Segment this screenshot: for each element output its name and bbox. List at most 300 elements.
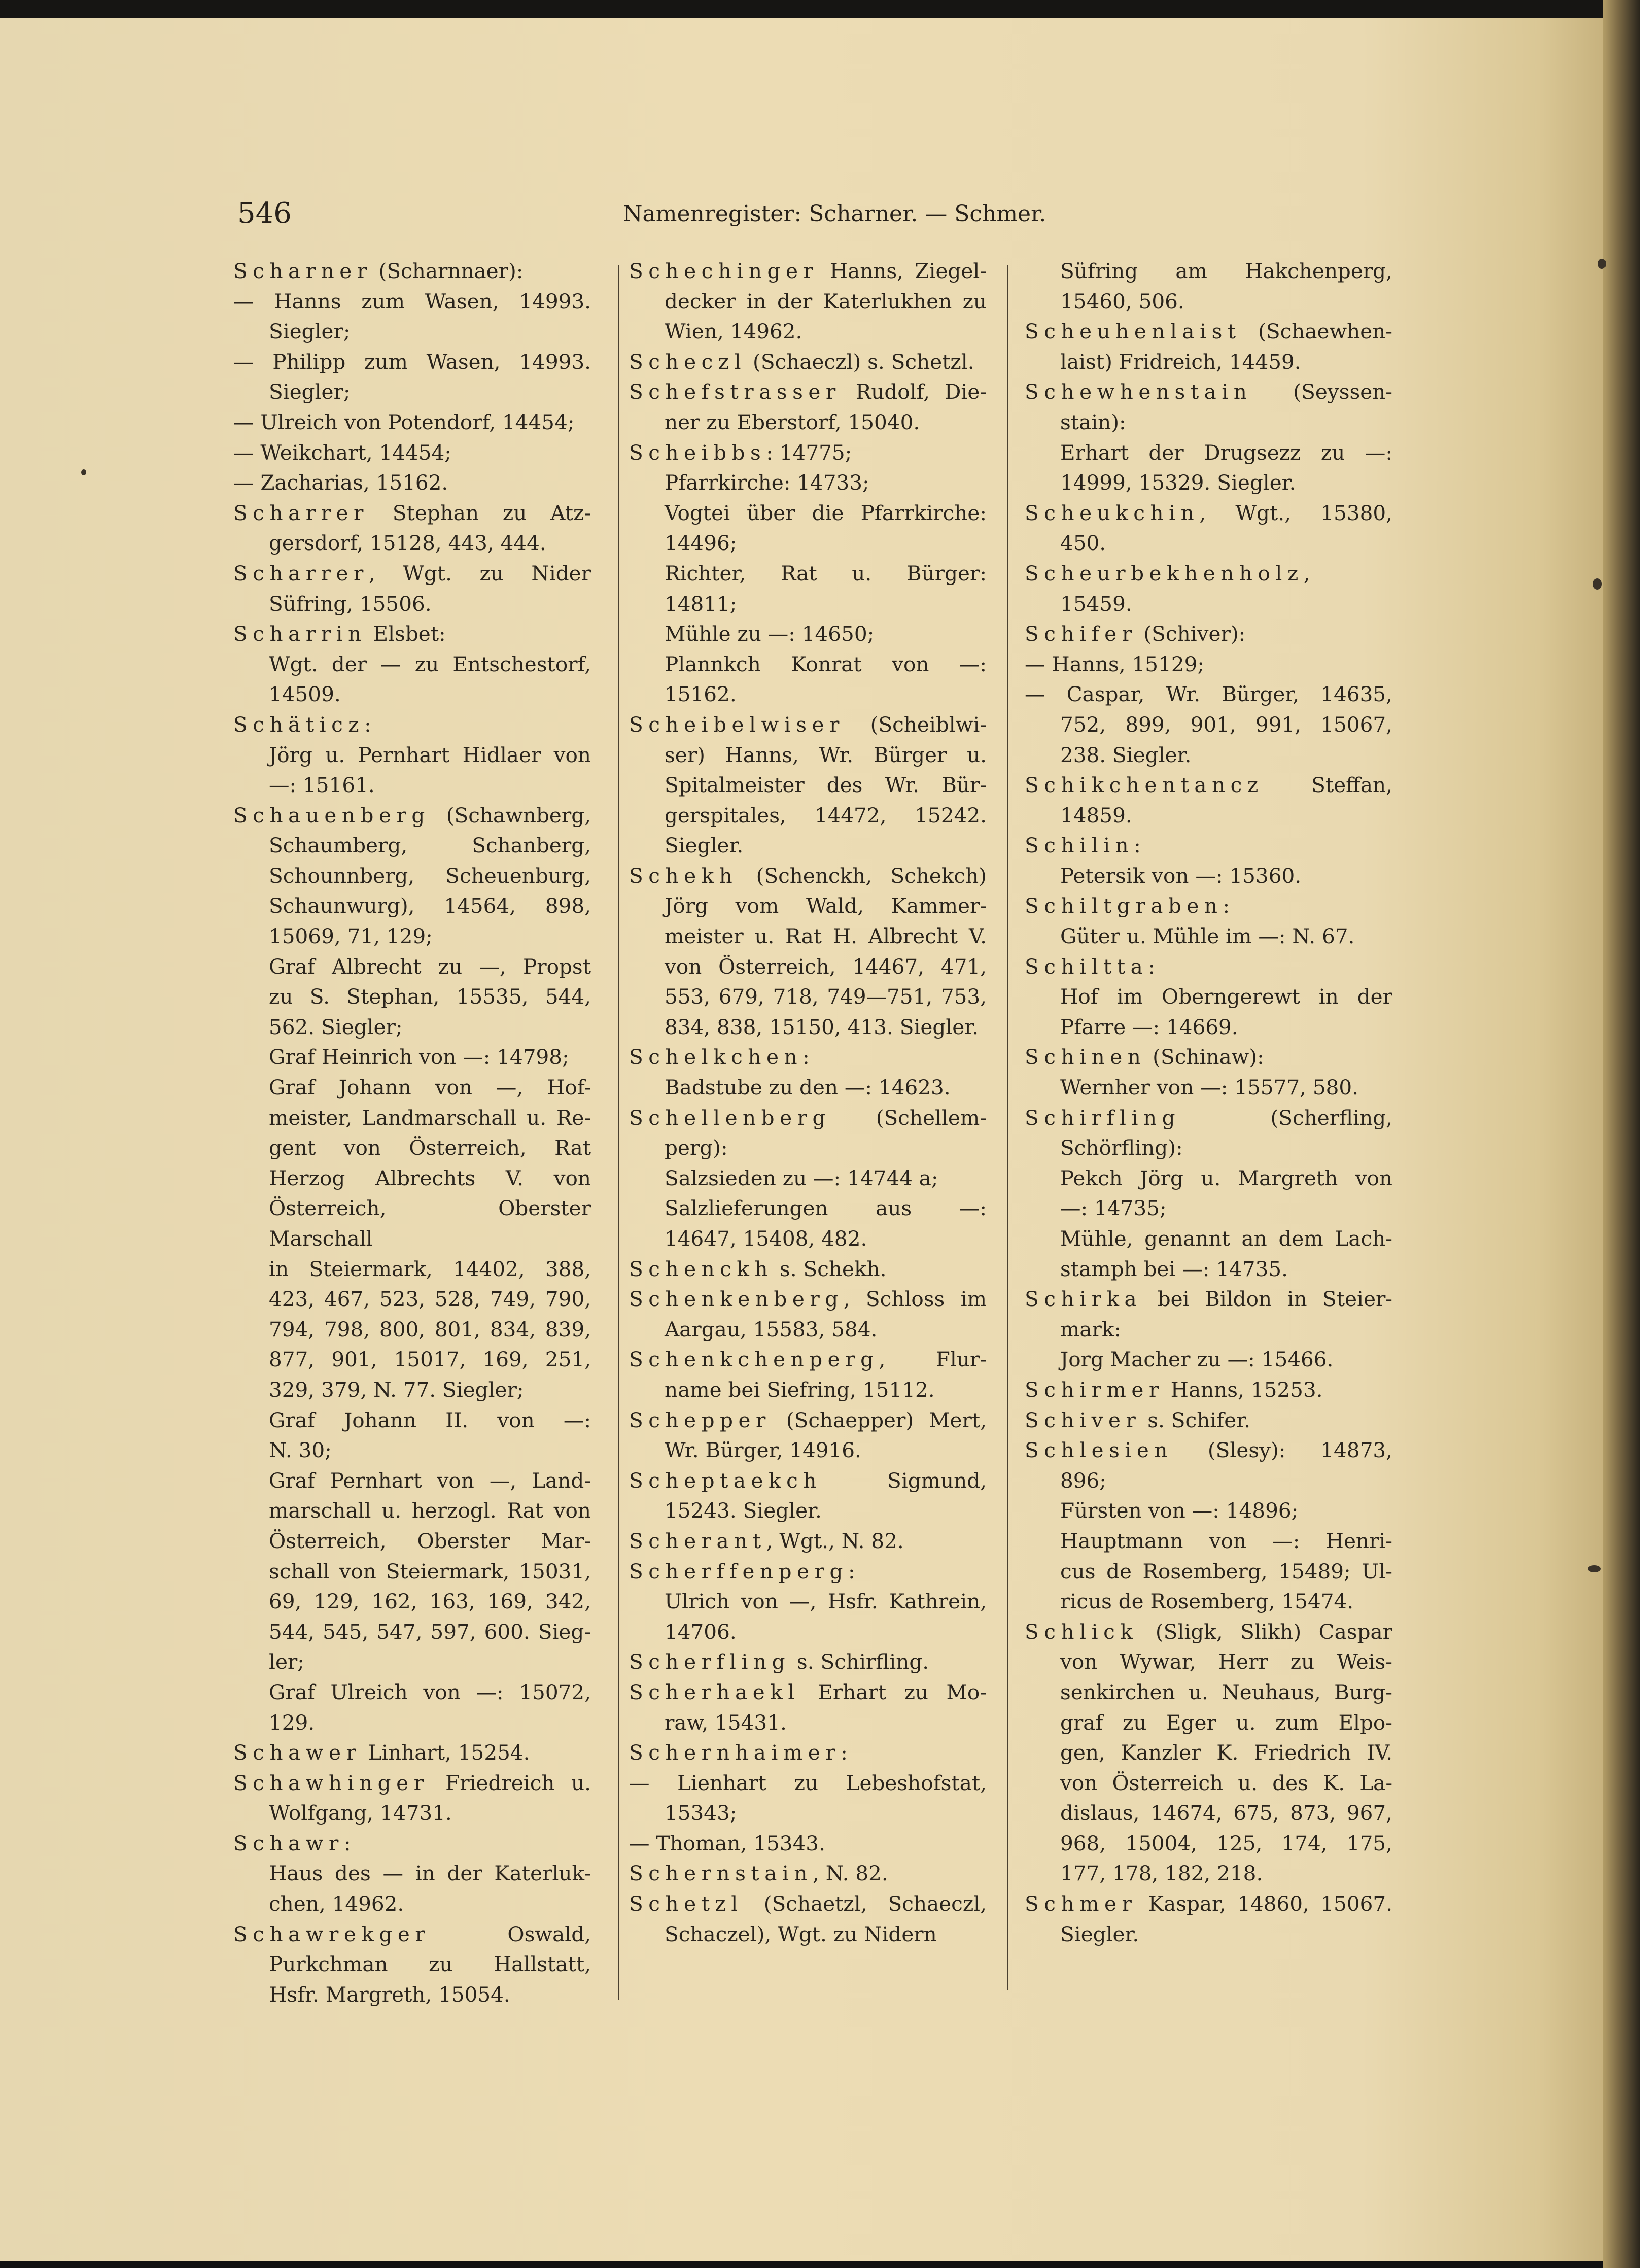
line-text: ner zu Eberstorf, 15040. bbox=[665, 409, 920, 434]
index-entry bbox=[629, 1103, 987, 1163]
entry-line bbox=[233, 861, 591, 891]
headword: Schechinger bbox=[629, 259, 819, 283]
line-text: Philipp zum Wasen, 14993. bbox=[272, 349, 591, 374]
line-text: 14496; bbox=[665, 531, 737, 556]
line-text: 177, 178, 182, 218. bbox=[1060, 1861, 1263, 1886]
line-text: 877, 901, 15017, 169, 251, bbox=[269, 1347, 591, 1372]
line-text: (Schaeczl) s. Schetzl. bbox=[746, 349, 974, 374]
entry-line bbox=[629, 347, 987, 377]
index-column-1 bbox=[233, 256, 591, 2010]
index-entry bbox=[1025, 1103, 1392, 1163]
page-binding-shadow bbox=[1603, 0, 1640, 2268]
line-text: 15069, 71, 129; bbox=[269, 924, 433, 949]
entry-line bbox=[269, 1526, 591, 1557]
line-text: Lienhart zu Lebeshofstat, bbox=[677, 1770, 987, 1795]
line-text: Wien, 14962. bbox=[665, 319, 802, 344]
line-text: (Scherfling, bbox=[1180, 1105, 1392, 1130]
index-subentry-dash bbox=[233, 438, 591, 468]
entry-line bbox=[629, 1012, 987, 1043]
entry-line bbox=[665, 679, 987, 710]
line-text: Hanns, Ziegel- bbox=[818, 259, 987, 283]
line-text: Mühle, genannt an dem Lach- bbox=[1060, 1226, 1392, 1251]
line-text: perg): bbox=[665, 1136, 728, 1160]
headword: Scharrer bbox=[233, 500, 369, 525]
line-text: cus de Rosemberg, 15489; Ul- bbox=[1060, 1559, 1392, 1584]
line-text: s. Schekh. bbox=[773, 1256, 887, 1281]
headword: Scharner bbox=[233, 259, 372, 283]
headword: Schiltgraben bbox=[1025, 894, 1223, 918]
index-entry bbox=[629, 1889, 987, 1949]
entry-line bbox=[629, 891, 987, 921]
entry-line bbox=[1060, 438, 1392, 468]
line-text: zu S. Stephan, 15535, 544, bbox=[269, 984, 591, 1009]
line-text: 562. Siegler; bbox=[269, 1014, 403, 1039]
entry-line bbox=[629, 1345, 987, 1375]
index-entry bbox=[233, 1768, 591, 1829]
index-entry bbox=[629, 710, 987, 861]
entry-line bbox=[629, 1919, 987, 1950]
entry-line bbox=[233, 589, 591, 620]
entry-line bbox=[665, 1073, 987, 1103]
entry-line bbox=[629, 1435, 987, 1466]
running-title: Namenregister: Scharner. — Schmer. bbox=[623, 201, 1046, 227]
entry-line bbox=[629, 1798, 987, 1829]
index-entry bbox=[233, 801, 591, 952]
headword: Schiltta bbox=[1025, 954, 1148, 979]
line-text: 968, 15004, 125, 174, 175, bbox=[1060, 1831, 1392, 1855]
line-text: s. Schirfling. bbox=[790, 1650, 929, 1674]
line-text: Wolfgang, 14731. bbox=[269, 1801, 452, 1826]
line-text: : bbox=[802, 1045, 810, 1070]
line-text: Pfarre —: 14669. bbox=[1060, 1014, 1238, 1039]
line-text: 794, 798, 800, 801, 834, 839, bbox=[269, 1317, 591, 1342]
line-text: Aargau, 15583, 584. bbox=[665, 1317, 878, 1342]
line-text: Süfring, 15506. bbox=[269, 591, 432, 616]
entry-line bbox=[1025, 317, 1392, 347]
line-text: 69, 129, 162, 163, 169, 342, bbox=[269, 1589, 591, 1614]
entry-line bbox=[1025, 1435, 1392, 1466]
line-text: senkirchen u. Neuhaus, Burg- bbox=[1060, 1679, 1392, 1704]
page-number: 546 bbox=[237, 197, 292, 230]
line-text: Ulreich von Potendorf, 14454; bbox=[260, 409, 575, 434]
line-text: Rudolf, Die- bbox=[841, 380, 987, 404]
entry-line bbox=[1025, 1133, 1392, 1163]
entry-line bbox=[629, 1647, 987, 1677]
index-entry bbox=[233, 1738, 591, 1768]
line-text: dislaus, 14674, 675, 873, 967, bbox=[1060, 1801, 1392, 1826]
index-entry bbox=[1025, 1042, 1392, 1073]
index-entry bbox=[233, 710, 591, 740]
line-text: 14811; bbox=[665, 591, 737, 616]
entry-line bbox=[629, 1254, 987, 1285]
index-entry bbox=[1025, 1405, 1392, 1436]
line-text: Ulrich von —, Hsfr. Kathrein, bbox=[665, 1589, 987, 1614]
index-entry bbox=[1025, 891, 1392, 921]
headword: Schenkenberg bbox=[629, 1287, 844, 1312]
index-subentry bbox=[629, 619, 987, 649]
entry-line bbox=[1025, 1617, 1392, 1647]
line-text: (Schinaw): bbox=[1146, 1045, 1264, 1070]
entry-line bbox=[1060, 1012, 1392, 1043]
index-subentry bbox=[233, 1042, 591, 1073]
entry-line bbox=[629, 921, 987, 952]
line-text: Wgt. der — zu Entschestorf, bbox=[269, 651, 591, 676]
entry-line bbox=[1025, 710, 1392, 740]
headword: Schifer bbox=[1025, 622, 1137, 646]
line-text: Österreich, Oberster Mar- bbox=[269, 1528, 591, 1553]
line-text: ser) Hanns, Wr. Bürger u. bbox=[665, 742, 987, 767]
line-text: raw, 15431. bbox=[665, 1710, 787, 1735]
line-text: (Schiver): bbox=[1137, 622, 1246, 646]
index-subentry-dash bbox=[233, 287, 591, 347]
line-text: Jorg Macher zu —: 15466. bbox=[1060, 1347, 1334, 1372]
line-text: schall von Steiermark, 15031, bbox=[269, 1559, 591, 1584]
line-text: Jörg u. Pernhart Hidlaer von bbox=[269, 742, 591, 767]
entry-line: — Hanns, 15129; bbox=[1025, 651, 1205, 676]
index-subentry bbox=[1025, 1496, 1392, 1526]
entry-line bbox=[665, 1224, 987, 1254]
index-entry bbox=[1025, 377, 1392, 437]
entry-line bbox=[629, 740, 987, 771]
line-text: Steffan, bbox=[1263, 773, 1392, 798]
line-text: Graf Heinrich von —: 14798; bbox=[269, 1045, 569, 1070]
index-entry bbox=[1025, 619, 1392, 649]
index-entry bbox=[629, 1647, 987, 1677]
column-divider bbox=[618, 265, 619, 2000]
entry-line bbox=[269, 1557, 591, 1587]
entry-line bbox=[233, 619, 591, 649]
line-text: gerspitales, 14472, 15242. bbox=[665, 803, 987, 828]
entry-line bbox=[269, 982, 591, 1012]
line-text: (Schawnberg, bbox=[430, 803, 591, 828]
line-text: Friedreich u. bbox=[429, 1770, 591, 1795]
line-text: Erhart zu Mo- bbox=[799, 1679, 987, 1704]
entry-line bbox=[629, 1466, 987, 1496]
headword: Scheurbekhenholz bbox=[1025, 561, 1304, 586]
line-text: Spitalmeister des Wr. Bür- bbox=[665, 773, 987, 798]
line-text: gent von Österreich, Rat bbox=[269, 1136, 591, 1160]
entry-line bbox=[269, 1254, 591, 1285]
headword: Schikchentancz bbox=[1025, 773, 1264, 798]
headword: Schlesien bbox=[1025, 1438, 1173, 1463]
entry-line: — Caspar, Wr. Bürger, 14635, bbox=[1025, 682, 1392, 707]
entry-line bbox=[269, 1073, 591, 1103]
headword: Schirfling bbox=[1025, 1105, 1181, 1130]
line-text: Petersik von —: 15360. bbox=[1060, 863, 1302, 888]
headword: Scharrin bbox=[233, 622, 367, 646]
line-text: , Wgt. zu Nider bbox=[368, 561, 591, 586]
index-entry bbox=[1025, 952, 1392, 982]
paper-speck bbox=[1588, 1565, 1601, 1572]
entry-line bbox=[269, 1677, 591, 1708]
index-entry bbox=[1025, 498, 1392, 559]
entry-line bbox=[233, 1919, 591, 1950]
line-text: (Schaewhen- bbox=[1241, 319, 1392, 344]
entry-line bbox=[1060, 1557, 1392, 1587]
entry-line bbox=[1025, 1919, 1392, 1950]
line-text: Salzlieferungen aus —: bbox=[665, 1196, 987, 1221]
headword: Schirmer bbox=[1025, 1377, 1164, 1402]
entry-line bbox=[629, 1103, 987, 1133]
entry-line bbox=[1025, 1829, 1392, 1859]
index-entry bbox=[629, 377, 987, 437]
entry-line: — Ulreich von Potendorf, 14454; bbox=[233, 409, 575, 434]
index-entry bbox=[629, 1284, 987, 1345]
line-text: 14647, 15408, 482. bbox=[665, 1226, 867, 1251]
entry-line bbox=[1025, 589, 1392, 620]
line-text: Richter, Rat u. Bürger: bbox=[665, 561, 987, 586]
entry-line bbox=[1025, 1103, 1392, 1133]
entry-line bbox=[629, 1315, 987, 1345]
entry-line bbox=[629, 1133, 987, 1163]
entry-line bbox=[629, 438, 987, 468]
entry-line bbox=[1025, 1677, 1392, 1708]
entry-line bbox=[629, 317, 987, 347]
line-text: 15343; bbox=[665, 1801, 737, 1826]
line-text: ler; bbox=[269, 1650, 304, 1674]
entry-line bbox=[1060, 982, 1392, 1012]
index-entry bbox=[629, 1042, 987, 1073]
index-entry bbox=[629, 1859, 987, 1889]
entry-line bbox=[269, 1315, 591, 1345]
entry-line bbox=[629, 1405, 987, 1436]
line-text: stain): bbox=[1060, 409, 1126, 434]
line-text: —: 15161. bbox=[269, 773, 375, 798]
entry-line: — Thoman, 15343. bbox=[629, 1831, 825, 1855]
entry-line bbox=[1060, 1163, 1392, 1194]
index-subentry-dash bbox=[233, 347, 591, 407]
line-text: , Wgt., N. 82. bbox=[766, 1528, 904, 1553]
line-text: in Steiermark, 14402, 388, bbox=[269, 1256, 591, 1281]
line-text: 14999, 15329. Siegler. bbox=[1060, 470, 1296, 495]
line-text: (Scharnnaer): bbox=[372, 259, 524, 283]
headword: Schauenberg bbox=[233, 803, 430, 828]
headword: Scharrer bbox=[233, 561, 369, 586]
entry-line bbox=[233, 1738, 591, 1768]
index-subentry bbox=[1025, 1224, 1392, 1284]
index-subentry bbox=[1025, 982, 1392, 1042]
index-subentry bbox=[233, 1466, 591, 1677]
entry-line bbox=[269, 740, 591, 771]
entry-line bbox=[1025, 1042, 1392, 1073]
index-subentry bbox=[629, 559, 987, 619]
entry-line bbox=[1025, 1466, 1392, 1496]
index-entry bbox=[1025, 1375, 1392, 1405]
line-text: 752, 899, 901, 991, 15067, bbox=[1060, 712, 1392, 737]
entry-line bbox=[1060, 1345, 1392, 1375]
paper-speck bbox=[1598, 259, 1606, 269]
entry-line bbox=[233, 256, 591, 287]
entry-line bbox=[1025, 1859, 1392, 1889]
entry-line bbox=[233, 831, 591, 861]
index-subentry bbox=[1025, 1345, 1392, 1375]
line-text: Graf Pernhart von —, Land- bbox=[269, 1468, 591, 1493]
entry-line bbox=[1025, 740, 1392, 771]
entry-line bbox=[233, 1798, 591, 1829]
line-text: 129. bbox=[269, 1710, 315, 1735]
entry-line bbox=[233, 801, 591, 831]
headword: Schinen bbox=[1025, 1045, 1146, 1070]
line-text: Pfarrkirche: 14733; bbox=[665, 470, 869, 495]
headword: Scheuhenlaist bbox=[1025, 319, 1241, 344]
entry-line bbox=[269, 1708, 591, 1738]
headword: Schäticz bbox=[233, 712, 365, 737]
entry-line bbox=[1025, 801, 1392, 831]
entry-line bbox=[1060, 256, 1392, 287]
entry-line bbox=[629, 1677, 987, 1708]
index-entry bbox=[629, 256, 987, 347]
line-text: (Scheiblwi- bbox=[844, 712, 987, 737]
headword: Schilin bbox=[1025, 833, 1134, 858]
entry-line bbox=[269, 1193, 591, 1254]
entry-line bbox=[629, 407, 987, 438]
line-text: meister, Landmarschall u. Re- bbox=[269, 1105, 591, 1130]
entry-line bbox=[269, 1345, 591, 1375]
line-text: 238. Siegler. bbox=[1060, 742, 1192, 767]
line-text: laist) Fridreich, 14459. bbox=[1060, 349, 1301, 374]
index-entry bbox=[1025, 559, 1392, 619]
headword: Schetzl bbox=[629, 1892, 743, 1916]
line-text: name bei Siefring, 15112. bbox=[665, 1377, 935, 1402]
entry-line bbox=[1025, 559, 1392, 589]
entry-line bbox=[1025, 407, 1392, 438]
headword: Schawr bbox=[233, 1831, 344, 1855]
line-text: Elsbet: bbox=[366, 622, 446, 646]
entry-line bbox=[269, 1466, 591, 1496]
index-entry bbox=[629, 1254, 987, 1285]
headword: Schefstrasser bbox=[629, 380, 841, 404]
line-text: : 14775; bbox=[766, 440, 852, 465]
line-text: 834, 838, 15150, 413. Siegler. bbox=[665, 1014, 979, 1039]
entry-line bbox=[1060, 1587, 1392, 1617]
index-entry bbox=[1025, 1284, 1392, 1345]
entry-line bbox=[665, 1617, 987, 1647]
entry-line bbox=[1060, 1526, 1392, 1557]
entry-line bbox=[1025, 347, 1392, 377]
entry-line bbox=[269, 1859, 591, 1889]
entry-line bbox=[1025, 891, 1392, 921]
entry-line bbox=[1025, 619, 1392, 649]
entry-line bbox=[665, 619, 987, 649]
line-text: : bbox=[1134, 833, 1141, 858]
headword: Schekh bbox=[629, 863, 738, 888]
line-text: Graf Albrecht zu —, Propst bbox=[269, 954, 591, 979]
line-text: Siegler. bbox=[665, 833, 744, 858]
entry-line bbox=[1025, 377, 1392, 407]
entry-line bbox=[269, 1133, 591, 1163]
line-text: (Schellem- bbox=[830, 1105, 987, 1130]
line-text: von Österreich u. des K. La- bbox=[1060, 1770, 1392, 1795]
entry-line bbox=[1060, 1496, 1392, 1526]
entry-line bbox=[1025, 1284, 1392, 1315]
line-text: , bbox=[1303, 561, 1310, 586]
entry-line bbox=[665, 589, 987, 620]
headword: Scheptaekch bbox=[629, 1468, 822, 1493]
entry-line: — Lienhart zu Lebeshofstat, bbox=[629, 1770, 987, 1795]
entry-line bbox=[629, 256, 987, 287]
entry-line bbox=[629, 770, 987, 801]
entry-line bbox=[629, 1859, 987, 1889]
index-entry bbox=[233, 256, 591, 287]
line-text: Hsfr. Margreth, 15054. bbox=[269, 1982, 510, 2007]
entry-line bbox=[1060, 1254, 1392, 1285]
line-text: Hanns, 15253. bbox=[1164, 1377, 1323, 1402]
entry-line bbox=[629, 1708, 987, 1738]
entry-line bbox=[1060, 1224, 1392, 1254]
line-text: : bbox=[364, 712, 371, 737]
headword: Schepper bbox=[629, 1407, 771, 1432]
index-subentry-dash bbox=[233, 468, 591, 498]
line-text: Zacharias, 15162. bbox=[260, 470, 448, 495]
entry-line bbox=[629, 831, 987, 861]
index-entry bbox=[629, 861, 987, 1043]
entry-line bbox=[269, 1889, 591, 1919]
entry-line bbox=[233, 1949, 591, 1980]
line-text: Sigmund, bbox=[821, 1468, 987, 1493]
index-subentry bbox=[1025, 921, 1392, 952]
entry-line bbox=[629, 801, 987, 831]
line-text: Wernher von —: 15577, 580. bbox=[1060, 1075, 1359, 1100]
line-text: decker in der Katerlukhen zu bbox=[665, 289, 987, 314]
entry-line bbox=[629, 710, 987, 740]
line-text: 450. bbox=[1060, 531, 1106, 556]
headword: Schelkchen bbox=[629, 1045, 803, 1070]
headword: Schenkchenperg bbox=[629, 1347, 879, 1372]
line-text: (Schenckh, Schekch) bbox=[738, 863, 987, 888]
index-entry bbox=[1025, 317, 1392, 377]
line-text: Plannkch Konrat von —: bbox=[665, 651, 987, 676]
entry-line bbox=[1025, 1889, 1392, 1919]
index-entry bbox=[233, 559, 591, 619]
entry-line: — Zacharias, 15162. bbox=[233, 470, 448, 495]
index-entry bbox=[629, 1557, 987, 1587]
scan-top-border bbox=[0, 0, 1640, 18]
line-text: Fürsten von —: 14896; bbox=[1060, 1498, 1299, 1523]
line-text: (Seyssen- bbox=[1252, 380, 1392, 404]
line-text: stamph bei —: 14735. bbox=[1060, 1256, 1288, 1281]
entry-line bbox=[269, 1375, 591, 1405]
line-text: meister u. Rat H. Albrecht V. bbox=[665, 924, 987, 949]
headword: Schirka bbox=[1025, 1287, 1142, 1312]
line-text: Hof im Oberngerewt in der bbox=[1060, 984, 1392, 1009]
entry-line bbox=[665, 498, 987, 529]
line-text: —: 14735; bbox=[1060, 1196, 1167, 1221]
index-subentry bbox=[233, 1677, 591, 1738]
line-text: Jörg vom Wald, Kammer- bbox=[665, 894, 987, 918]
entry-line bbox=[1060, 1193, 1392, 1224]
index-subentry-dash bbox=[629, 1768, 987, 1829]
headword: Scheczl bbox=[629, 349, 747, 374]
entry-line bbox=[269, 1647, 591, 1677]
entry-line bbox=[1025, 498, 1392, 529]
line-text: Graf Ulreich von —: 15072, bbox=[269, 1679, 591, 1704]
entry-line bbox=[269, 1012, 591, 1043]
index-entry bbox=[233, 1919, 591, 2010]
entry-line bbox=[665, 1193, 987, 1224]
index-subentry-dash bbox=[233, 407, 591, 438]
entry-line bbox=[1060, 1073, 1392, 1103]
column-divider bbox=[1007, 265, 1008, 1990]
line-text: 15243. Siegler. bbox=[665, 1498, 822, 1523]
index-subentry bbox=[233, 740, 591, 801]
line-text: , Schloss im bbox=[843, 1287, 987, 1312]
entry-line bbox=[629, 982, 987, 1012]
entry-line bbox=[665, 1587, 987, 1617]
entry-line bbox=[233, 559, 591, 589]
line-text: Oswald, bbox=[430, 1921, 591, 1946]
index-column-3 bbox=[1025, 256, 1392, 1949]
headword: Schawer bbox=[233, 1740, 362, 1765]
